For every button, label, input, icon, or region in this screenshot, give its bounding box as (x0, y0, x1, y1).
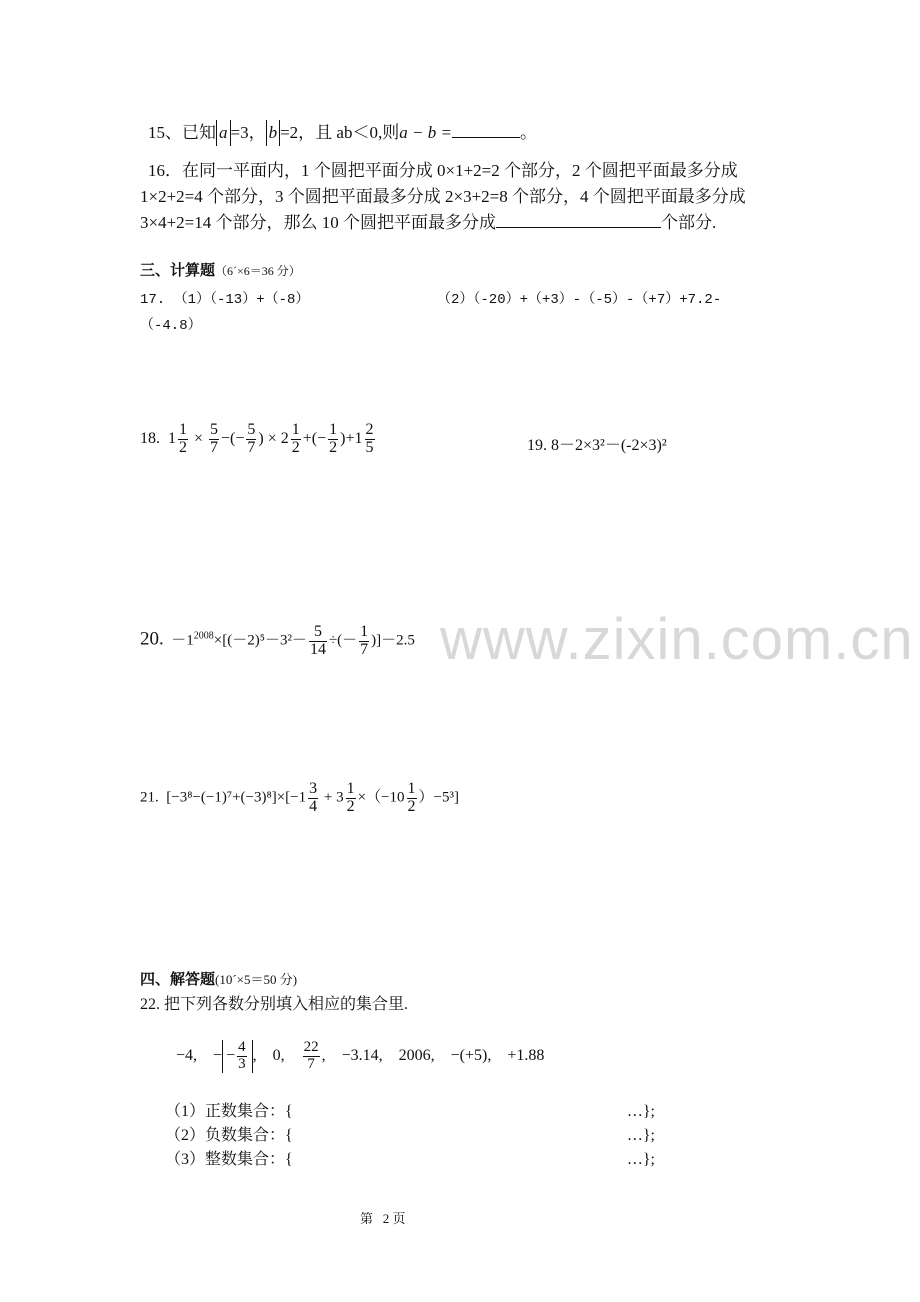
question-20 (140, 624, 415, 659)
q21-text: + 3 (320, 789, 344, 806)
number-item: , (321, 1046, 326, 1064)
q18-frac-5: $\frac{1}{2}$ (329, 421, 338, 456)
q16-text: 16．在同一平面内，1 个圆把平面分成 0×1+2=2 个部分，2 个圆把平面最多分成 1×2+2=4 个部分，3 个圆把平面最多分成 2×3+2=8 个部分，4 个圆把平面最多分成 3×4+2=14 个部分，那么 10 个圆把平面最多分成 (140, 161, 746, 232)
q21-frac-1: $\frac{3}{4}$ (309, 780, 318, 815)
set-end: …}; (626, 1127, 655, 1144)
watermark: www.zixin.com.cn (440, 607, 914, 672)
abs-a: a (216, 120, 231, 146)
q21-text: ×（−10 (357, 789, 405, 806)
q15-expr: a − b = (399, 123, 452, 142)
q18-frac-1: $\frac{1}{2}$ (179, 421, 187, 456)
abs-value: − $\frac{4}{3}$ (222, 1040, 253, 1073)
abs-b: b (266, 120, 281, 146)
number-item: +1.88 (507, 1046, 545, 1064)
q20-text: ÷(－ (328, 632, 358, 649)
set-row-integer (165, 1148, 655, 1172)
q20-frac-2: $\frac{1}{7}$ (360, 623, 369, 658)
section-4-score: (10´×5＝50 分) (215, 972, 298, 987)
section-3-title: 三、计算题 (140, 261, 216, 279)
q18-op: )+1 (340, 429, 363, 447)
q18-frac-2: $\frac{5}{7}$ (210, 421, 219, 456)
q21-text: ）−5³] (418, 789, 459, 806)
q15-eq1: =3， (230, 123, 266, 142)
q16-end: 个部分. (661, 213, 717, 232)
question-21 (140, 781, 459, 816)
set-label: （3）整数集合：{ (165, 1151, 293, 1168)
q15-prefix: 15、已知 (148, 123, 216, 142)
q17-part2-cont: （-4.8） (140, 318, 202, 334)
q15-eq2: =2，且 ab＜0,则 (280, 123, 400, 142)
q22-numbers (176, 1040, 544, 1073)
q18-whole: 1 (168, 429, 176, 447)
q18-op: × (194, 429, 204, 447)
q18-num: 18. (140, 429, 160, 447)
q18-op: −(− (221, 429, 245, 447)
number-item: , (252, 1046, 257, 1064)
set-end: …}; (626, 1151, 655, 1168)
number-item: −4, (176, 1046, 198, 1064)
q20-text: －1 (171, 632, 194, 649)
q18-frac-4: $\frac{1}{2}$ (291, 421, 300, 456)
section-3-heading (140, 259, 301, 280)
q21-frac-3: $\frac{1}{2}$ (407, 780, 416, 815)
number-item: 2006, (398, 1046, 435, 1064)
number-item: −(+5), (450, 1046, 492, 1064)
set-label: （2）负数集合：{ (165, 1127, 293, 1144)
section-4-title: 四、解答题 (140, 970, 216, 988)
q21-text: [−3⁸−(−1)⁷+(−3)⁸]×[−1 (166, 789, 307, 806)
q20-text: )]－2.5 (371, 632, 415, 649)
q16-blank (496, 210, 661, 228)
number-item: −3.14, (341, 1046, 383, 1064)
number-item: − (213, 1046, 223, 1064)
q21-num: 21. (140, 789, 159, 806)
set-row-positive (165, 1100, 655, 1124)
number-item: 0, (272, 1046, 285, 1064)
page-number: 第 2 页 (360, 1211, 406, 1226)
set-row-negative (165, 1124, 655, 1148)
q18-op: +(− (302, 429, 327, 447)
section-4-heading (140, 968, 297, 989)
question-19: 19. 8－2×3²－(-2×3)² (527, 437, 667, 454)
question-18 (140, 422, 377, 457)
section-3-score: （6´×6＝36 分） (215, 264, 301, 278)
q20-text: ×[(－2)⁵－3²－ (213, 632, 307, 649)
q15-suffix: 。 (519, 123, 537, 142)
question-22: 22. 把下列各数分别填入相应的集合里. (140, 996, 409, 1013)
set-label: （1）正数集合：{ (165, 1103, 293, 1120)
q17-part2: （2）（-20）+（+3）-（-5）-（+7）+7.2- (437, 292, 722, 308)
number-item-fraction: $\frac{22}{7}$ (303, 1039, 319, 1072)
q21-frac-2: $\frac{1}{2}$ (346, 780, 355, 815)
q20-exponent: 2008 (193, 630, 214, 642)
q18-op: ) × 2 (258, 429, 289, 447)
q20-frac-1: $\frac{5}{14}$ (309, 623, 326, 658)
q15-blank (452, 120, 520, 138)
q18-frac-6: $\frac{2}{5}$ (365, 421, 374, 456)
question-16 (140, 158, 785, 236)
q17-part1: 17. （1）（-13）+（-8） (140, 292, 310, 308)
q18-frac-3: $\frac{5}{7}$ (247, 421, 256, 456)
question-15 (148, 120, 537, 146)
set-end: …}; (626, 1103, 655, 1120)
q20-num: 20. (140, 628, 164, 650)
